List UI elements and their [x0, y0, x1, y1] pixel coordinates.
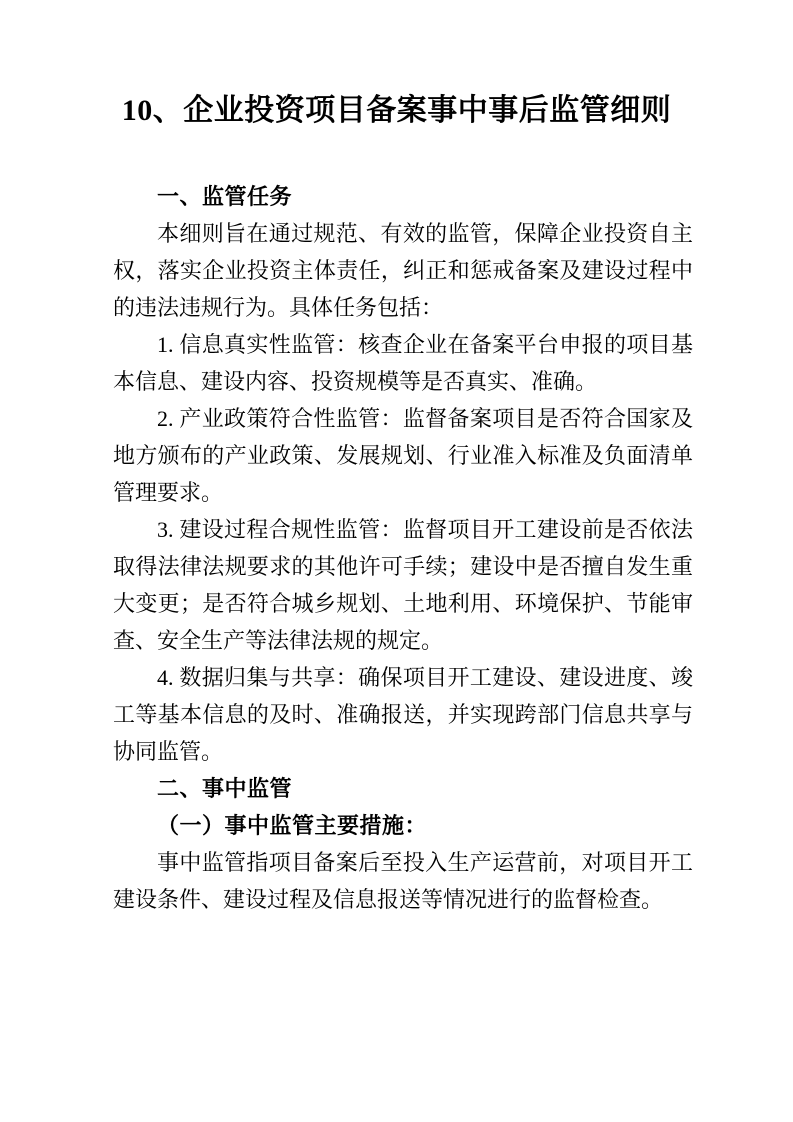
section-1-item-2: 2. 产业政策符合性监管：监督备案项目是否符合国家及地方颁布的产业政策、发展规划、行业准入标准及负面清单管理要求。: [113, 406, 693, 505]
section-1-intro-paragraph: 本细则旨在通过规范、有效的监管，保障企业投资自主权，落实企业投资主体责任，纠正和惩戒备案及建设过程中的违法违规行为。具体任务包括：: [113, 221, 693, 320]
section-1-item-1: 1. 信息真实性监管：核查企业在备案平台申报的项目基本信息、建设内容、投资规模等是否真实、准确。: [113, 332, 693, 394]
section-2-subheading: （一）事中监管主要措施：: [157, 813, 428, 838]
document-title: 10、企业投资项目备案事中事后监管细则: [121, 94, 672, 127]
document-body: [113, 178, 693, 918]
section-2-heading: 二、事中监管: [157, 776, 293, 801]
section-1-item-3: 3. 建设过程合规性监管：监督项目开工建设前是否依法取得法律法规要求的其他许可手续；建设中是否擅自发生重大变更；是否符合城乡规划、土地利用、环境保护、节能审查、安全生产等法律法规的规定。: [113, 517, 693, 653]
section-1-item-4: 4. 数据归集与共享：确保项目开工建设、建设进度、竣工等基本信息的及时、准确报送，并实现跨部门信息共享与协同监管。: [113, 665, 693, 764]
section-1-heading: 一、监管任务: [157, 184, 293, 209]
section-2-paragraph: 事中监管指项目备案后至投入生产运营前，对项目开工建设条件、建设过程及信息报送等情况进行的监督检查。: [113, 850, 693, 912]
